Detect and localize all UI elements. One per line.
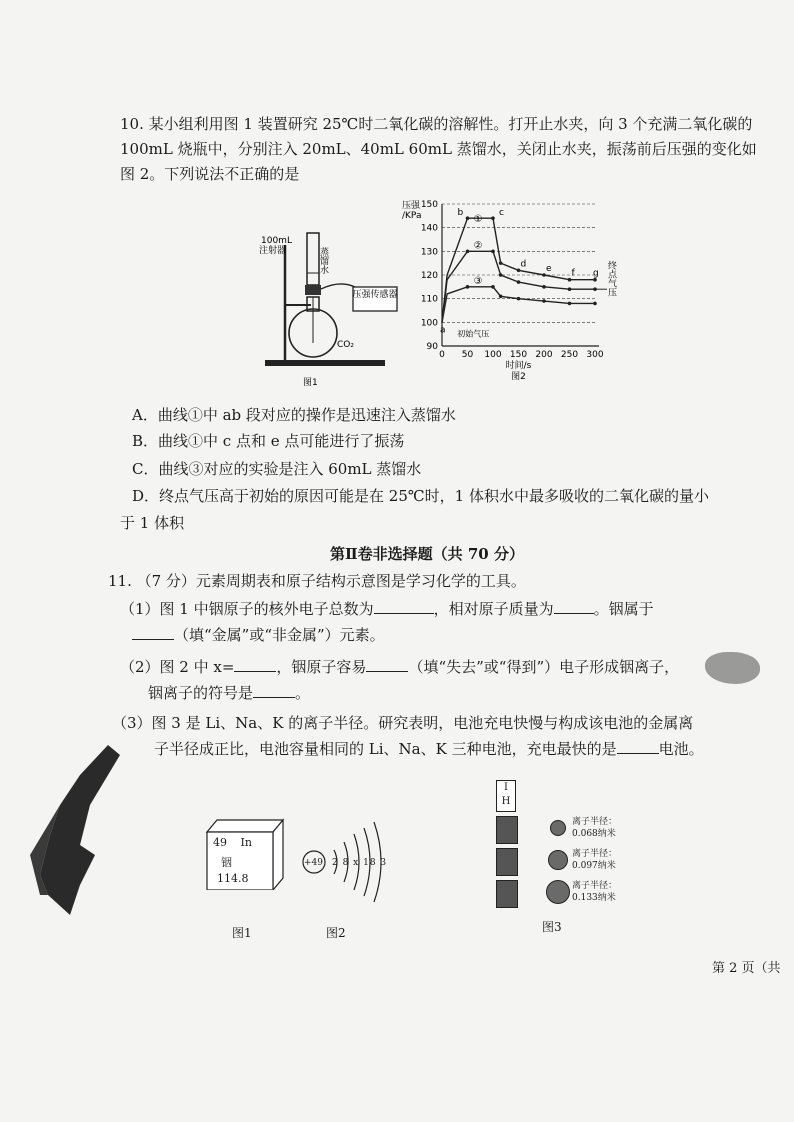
q10-option-a: A．曲线①中 ab 段对应的操作是迅速注入蒸馏水 xyxy=(132,406,456,424)
q11-part2-line2: 铟离子的符号是 。 xyxy=(148,684,311,702)
x-axis-label: 时间/s xyxy=(505,361,532,371)
element-symbol: In xyxy=(240,836,252,849)
x-tick-label: 0 xyxy=(439,350,445,360)
x-tick-label: 300 xyxy=(586,350,604,360)
li-ion xyxy=(550,820,566,836)
q11-part1-line2: （填“金属”或“非金属”）元素。 xyxy=(132,624,385,646)
q10-stem: 10. 某小组利用图 1 装置研究 25℃时二氧化碳的溶解性。打开止水夹，向 3 个充满二氧化碳的 100mL 烧瓶中，分别注入 20mL、40mL 60mL 蒸馏水，关闭止水夹，振荡前后压强的变化如图 2。下列说法不正确的是 xyxy=(120,115,757,183)
series-point xyxy=(517,297,521,301)
q10-option-b: B．曲线①中 c 点和 e 点可能进行了振荡 xyxy=(132,432,405,450)
q10-figure2-chart xyxy=(400,196,640,392)
y-tick-label: 90 xyxy=(426,342,438,352)
y-axis-label: 压强 xyxy=(402,201,421,211)
svg-text:压强传感器: 压强传感器 xyxy=(352,290,398,300)
series-point xyxy=(491,250,495,254)
q10-option-c: C．曲线③对应的实验是注入 60mL 蒸馏水 xyxy=(132,460,422,478)
series-point xyxy=(466,250,470,254)
x-tick-label: 200 xyxy=(535,350,553,360)
gray-smudge-right xyxy=(705,652,760,684)
svg-text:图1: 图1 xyxy=(303,378,318,388)
series-point xyxy=(517,280,521,284)
x-tick-label: 100 xyxy=(484,350,502,360)
x-tick-label: 50 xyxy=(461,350,474,360)
fig1-caption: 图1 xyxy=(232,926,252,940)
series-point xyxy=(466,216,470,220)
li-cell xyxy=(496,816,518,844)
y-tick-label: 100 xyxy=(420,318,438,329)
point-label: d xyxy=(520,259,527,270)
fig2-caption: 图2 xyxy=(326,926,346,940)
k-cell xyxy=(496,880,518,908)
svg-text:100mL: 100mL xyxy=(261,236,292,246)
dark-smudge-left xyxy=(20,745,130,915)
point-label: c xyxy=(499,208,504,219)
y-tick-label: 150 xyxy=(420,200,438,210)
svg-text:蒸馏水: 蒸馏水 xyxy=(318,247,328,274)
li-radius: 离子半径： 0.068纳米 xyxy=(572,817,618,839)
point-label: g xyxy=(593,268,599,279)
x-tick-label: 150 xyxy=(509,350,528,360)
y-tick-label: 130 xyxy=(420,247,438,258)
x-tick-label: 250 xyxy=(560,350,579,360)
svg-text:CO₂: CO₂ xyxy=(337,340,354,350)
curve-label-2: ② xyxy=(473,240,483,252)
series-point xyxy=(593,302,597,306)
series-point xyxy=(542,285,546,289)
atom-nucleus: +49 xyxy=(304,858,323,868)
point-label: e xyxy=(546,264,552,274)
q11-part3-line2: 子半径成正比，电池容量相同的 Li、Na、K 三种电池，充电最快的是 电池。 xyxy=(154,740,704,758)
series-point xyxy=(499,273,503,277)
point-label: f xyxy=(571,268,575,279)
series-point xyxy=(499,261,503,265)
fig3-caption: 图3 xyxy=(542,920,562,934)
y-axis-label-unit: /KPa xyxy=(402,211,422,221)
series-point xyxy=(542,299,546,303)
na-cell xyxy=(496,848,518,876)
q11-intro: 11. （7 分）元素周期表和原子结构示意图是学习化学的工具。 xyxy=(108,572,526,590)
section-2-title: 第Ⅱ卷非选择题（共 70 分） xyxy=(330,545,524,563)
series-point xyxy=(568,287,572,291)
q11-part3-line1: （3）图 3 是 Li、Na、K 的离子半径。研究表明，电池充电快慢与构成该电池的金属离 xyxy=(112,714,694,732)
element-card xyxy=(207,830,285,900)
end-pressure-label: 终点气压 xyxy=(606,260,616,297)
stand-base xyxy=(265,360,385,366)
series-point xyxy=(499,295,503,299)
q11-part2-line1: （2）图 2 中 x= ，铟原子容易 （填“失去”或“得到”）电子形成铟离子， xyxy=(120,658,680,676)
point-label: b xyxy=(457,208,464,219)
fig3-ionic-radii xyxy=(496,780,636,930)
y-tick-label: 140 xyxy=(420,223,438,234)
series-point xyxy=(568,302,572,306)
svg-text:注射器: 注射器 xyxy=(259,246,287,256)
k-radius: 离子半径： 0.133纳米 xyxy=(572,881,618,903)
fig3-header: I H xyxy=(496,780,516,812)
y-tick-label: 120 xyxy=(420,271,438,281)
na-radius: 离子半径： 0.097纳米 xyxy=(572,849,618,871)
series-point xyxy=(466,285,470,289)
element-name: 铟 xyxy=(221,856,232,869)
y-tick-label: 110 xyxy=(420,294,438,305)
k-ion xyxy=(546,880,570,904)
series-line-3 xyxy=(442,287,595,323)
element-number: 49 xyxy=(213,836,227,849)
na-ion xyxy=(548,850,568,870)
q10-figure1-apparatus xyxy=(245,225,420,390)
curve-label-3: ③ xyxy=(473,275,483,287)
q10-option-d: D．终点气压高于初始的原因可能是在 25℃时，1 体积水中最多吸收的二氧化碳的量小 xyxy=(132,487,709,505)
element-mass: 114.8 xyxy=(217,872,249,885)
q10-option-d-cont: 于 1 体积 xyxy=(120,514,185,532)
q11-part1-line1: （1）图 1 中铟原子的核外电子总数为 ，相对原子质量为 。铟属于 xyxy=(120,600,654,618)
start-pressure-label: 初始气压 xyxy=(457,329,490,339)
page-footer: 第 2 页（共 xyxy=(712,961,781,976)
series-point xyxy=(491,216,495,220)
atom-shells: 2 8 x 18 3 xyxy=(332,858,388,868)
point-label: a xyxy=(440,325,446,336)
chart-caption: 图2 xyxy=(511,372,526,382)
curve-label-1: ① xyxy=(473,214,483,226)
series-line-2 xyxy=(442,251,595,322)
series-point xyxy=(491,285,495,289)
